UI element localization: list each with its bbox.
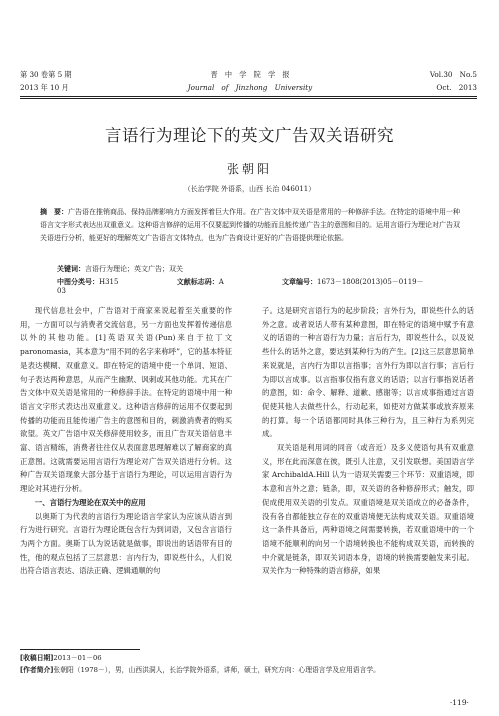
author-bio-value: 张朝阳（1978－），男，山西洪洞人，长治学院外语系，讲师，硕士，研究方向：心理语言学及应用语言学。: [53, 666, 380, 674]
doc-code-label: 文献标志码：: [176, 278, 219, 286]
article-no-label: 文章编号：: [282, 278, 317, 286]
footnote-rule: [20, 649, 140, 650]
journal-name: 晋 中 学 院 学 报: [210, 70, 290, 79]
abstract-label: 摘 要：: [40, 208, 68, 216]
author-bio: [20, 665, 480, 676]
right-paragraph-1: 子。这是研究言语行为的起步阶段；言外行为，即说些什么的话外之意。或者说话人带有某种意图，即在特定的语境中赋予有意义的话语的一种言语行为力量；言后行为，即说些什么，以及说些什么的话外之意，要达到某种行为的产生。[2]这三层意思简单来说就是，言内行为即以言指事；言外行为即以言行事；言后行为即以言成事。以言指事仅指有意义的话语；以言行事指说话者的意图，如：命令、解释、道歉、感谢等；以言成事指通过言语促使其他人去做些什么，行动起来，如使对方做某事或放弃原来的打算。每一个话语都同时具体三种行为，且三种行为系列完成。: [262, 306, 474, 439]
section-heading-1: 一、言语行为理论在双关中的应用: [34, 497, 146, 507]
article-title: 言语行为理论下的英文广告双关语研究: [105, 126, 394, 145]
doc-code: [177, 278, 252, 286]
author-bio-label: [作者简介]: [20, 666, 54, 674]
volume-number: Vol.30 No.5: [429, 70, 477, 79]
page-number: ·119·: [449, 698, 469, 707]
keywords: [57, 264, 183, 274]
left-column: [20, 304, 232, 578]
author-affiliation: （长治学院 外语系，山西 长治 046011）: [183, 185, 316, 193]
journal-date: 2013 年 10 月: [20, 83, 69, 92]
right-paragraph-2: 双关语是利用词的同音（或音近）及多义使语句具有双重意义，形在此而深意在彼，既引人注意，又引发联想。美国语言学家 ArchibaldA.Hill 认为一语双关需要三个环节：双重语境，即本意和言外之意；链条，即，双关语的各种修辞形式；触发，即促成使用双关语的引发点。双重语境是双关语成立的必备条件，没有各自都能独立存在的双重语境便无法构成双关语。双重语境这一条件具备后，两种语境之间需要转换，若双重语境中的一个语境不能顺利的向另一个语境转换也不能构成双关语，而转换的中介就是链条，即双关词语本身，语境的转换需要触发来引起。双关作为一种特殊的语言修辞，如果: [262, 443, 474, 576]
received-value: 2013－01－06: [53, 654, 102, 662]
keywords-text: 言语行为理论；英文广告；双关: [85, 265, 183, 273]
clc-value: H315: [99, 278, 119, 286]
right-column: [262, 304, 474, 578]
abstract: [40, 206, 460, 245]
left-paragraph-2: 以奥斯丁为代表的言语行为理论语言学家认为应该从语言到行为进行研究。言语行为理论既包含行为到词语，又包含言语行为两个方面。奥斯丁认为说话就是做事，即说出的话语带有目的性，他的观点包括了三层意思：言内行为，即说些什么，人们说出符合语言表达、语法正确、逻辑通顺的句: [20, 511, 232, 576]
keywords-label: 关键词：: [57, 265, 85, 273]
doc-code-value: A: [218, 278, 224, 286]
left-paragraph-1: 现代信息社会中，广告语对于商家来说起着至关重要的作用，一方面可以与消费者交流信息，另一方面也发挥着传递信息以外的其他功能。[1]英语双关语(Pun)来自于拉丁文 paronomasia，其本意为“用不同的名字来称呼”，它的基本特征是表达模糊、双重意义。即在特定的语境中使一个单词、短语、句子表达两种意思，从而产生幽默、讽刺或其他功能。尤其在广告文体中双关语是常用的一种修辞手法。在特定的语境中用一种语言文字形式表达出双重意义。这种语言修辞的运用不仅要起到传播的功能而且能传递广告主的意图和目的，刺激消费者的购买欲望。英文广告语中双关修辞使用较多，而且广告双关语信息丰富、语言精练，消费者往往仅从表面意思理解难以了解商家的真正意图。这就需要运用言语行为理论对广告双关语进行分析。这种广告双关语现象大部分基于言语行为理论，可以运用言语行为理论对其进行分析。: [20, 306, 232, 494]
received-date: [20, 653, 480, 664]
clc-label: 中图分类号：: [57, 278, 99, 286]
classification-line: [57, 277, 457, 295]
journal-volume-issue: 第 30 卷第 5 期: [20, 70, 72, 79]
journal-name-english: Journal of Jinzhong University: [187, 83, 313, 92]
header-rule-thin: [20, 98, 477, 99]
issue-month: Oct. 2013: [436, 83, 477, 92]
abstract-text: 广告语在推销商品、保持品牌影响力方面发挥着巨大作用。在广告文体中双关语是常用的一种修辞手法。在特定的语境中用一种语言文字形式表达出双重意义。这种语言修辞的运用不仅要起到传播的功能而且能传递广告主的意图和目的。运用言语行为理论对广告双关语进行分析，能更好的理解英文广告语言文体特点，也为广告商设计更好的广告语提供理论依据。: [40, 208, 460, 242]
article-no-value: 1673－1808(2013)05－0119－03: [57, 278, 424, 295]
author-name: 张朝阳: [226, 162, 272, 176]
header-rule: [20, 96, 477, 97]
clc: [57, 278, 146, 286]
received-label: [收稿日期]: [20, 654, 54, 662]
